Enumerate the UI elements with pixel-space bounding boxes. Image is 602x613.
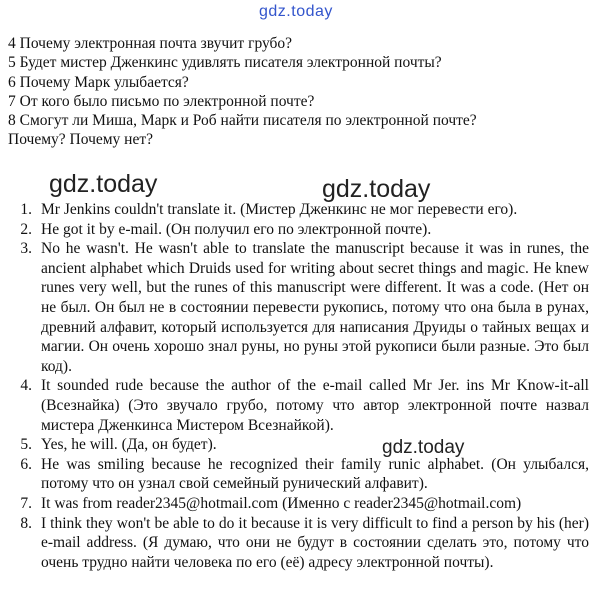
answer-text: I think they won't be able to do it because it is very difficult to find a person by his (her) e-mail address. (Я думаю, что они не будут в состоянии сделать это, потому что очень трудно найти человека по его (её) адресу электронной почты). <box>41 514 589 571</box>
answers-list <box>8 200 596 572</box>
watermark-left: gdz.today <box>49 170 158 198</box>
answer-item <box>8 239 596 376</box>
answer-number: 7. <box>20 494 32 512</box>
answer-item <box>8 220 596 240</box>
question-line: 4 Почему электронная почта звучит грубо? <box>8 35 293 52</box>
answer-item <box>8 200 596 220</box>
watermark-top: gdz.today <box>259 3 333 20</box>
answer-item <box>8 376 596 435</box>
answer-number: 5. <box>20 436 32 454</box>
answer-text: It sounded rude because the author of the e-mail called Mr Jer. ins Mr Know-it-all (Всезнайка) (Это звучало грубо, потому что автор электронной почте назвал мистера Дженкинса Мистером Всезнайкой). <box>41 377 589 434</box>
question-line: 8 Смогут ли Миша, Марк и Роб найти писателя по электронной почте? <box>8 112 477 130</box>
answer-text: No he wasn't. He wasn't able to translate the manuscript because it was in runes, the ancient alphabet which Druids used for writing about secret things and magic. He knew runes very well, but the runes of this manuscript were different. It was a code. (Нет он не был. Он был не в состоянии перевести рукопись, потому что она была в рунах, древний алфавит, который используется для написания Друиды о тайных вещах и магии. Он очень хорошо знал руны, но руны этой рукописи были разные. Это был код). <box>41 240 589 375</box>
answer-number: 3. <box>20 240 32 258</box>
answer-item <box>8 455 596 494</box>
answer-number: 1. <box>20 201 32 218</box>
answer-number: 4. <box>20 377 32 395</box>
answer-item <box>8 494 596 514</box>
answer-number: 8. <box>20 514 32 532</box>
question-line: Почему? Почему нет? <box>8 131 154 149</box>
answer-number: 6. <box>20 455 32 473</box>
questions-list <box>8 34 598 150</box>
answer-item <box>8 514 596 573</box>
answer-item <box>8 435 596 455</box>
answer-text: He got it by e-mail. (Он получил его по электронной почте). <box>41 220 432 238</box>
answer-text: It was from reader2345@hotmail.com (Именно с reader2345@hotmail.com) <box>41 494 522 512</box>
answer-number: 2. <box>20 220 32 238</box>
question-line: 5 Будет мистер Дженкинс удивлять писателя электронной почты? <box>8 54 442 72</box>
question-line: 6 Почему Марк улыбается? <box>8 73 189 91</box>
watermark-middle: gdz.today <box>382 437 465 458</box>
answer-text: Yes, he will. (Да, он будет). <box>41 436 217 454</box>
answer-text: Mr Jenkins couldn't translate it. (Мистер Дженкинс не мог перевести его). <box>41 201 518 218</box>
answer-text: He was smiling because he recognized their family runic alphabet. (Он улыбался, потому что он узнал свой семейный рунический алфавит). <box>41 455 589 493</box>
question-line: 7 От кого было письмо по электронной почте? <box>8 92 315 110</box>
watermark-right: gdz.today <box>322 175 431 203</box>
